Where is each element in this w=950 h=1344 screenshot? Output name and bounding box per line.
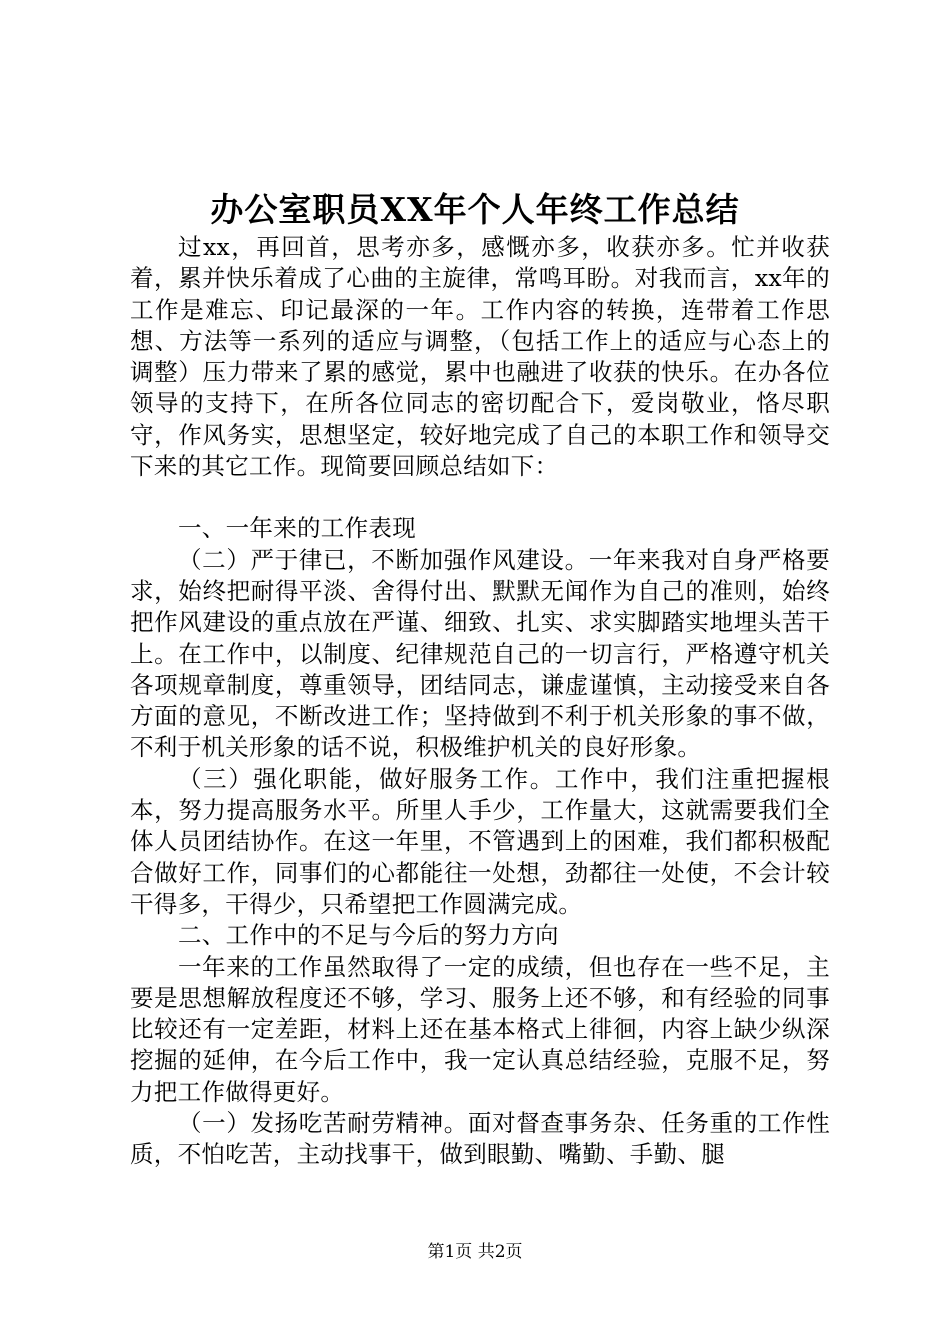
document-body — [130, 232, 830, 1171]
paragraph-intro: 过xx，再回首，思考亦多，感慨亦多，收获亦多。忙并收获着，累并快乐着成了心曲的主旋律，常鸣耳盼。对我而言，xx年的工作是难忘、印记最深的一年。工作内容的转换，连带着工作思想、方法等一系列的适应与调整，（包括工作上的适应与心态上的调整）压力带来了累的感觉，累中也融进了收获的快乐。在办各位领导的支持下，在所各位同志的密切配合下，爱岗敬业，恪尽职守，作风务实，思想坚定，较好地完成了自己的本职工作和领导交下来的其它工作。现简要回顾总结如下： — [130, 233, 830, 481]
section-heading-1: 一、一年来的工作表现 — [178, 514, 416, 543]
document-title: 办公室职员XX年个人年终工作总结 — [210, 190, 740, 229]
page-number: 第1页 共2页 — [427, 1242, 523, 1262]
paragraph-service: （三）强化职能，做好服务工作。工作中，我们注重把握根本，努力提高服务水平。所里人手少，工作量大，这就需要我们全体人员团结协作。在这一年里，不管遇到上的困难，我们都积极配合做好工作，同事们的心都能往一处想，劲都往一处使，不会计较干得多，干得少，只希望把工作圆满完成。 — [130, 764, 830, 918]
paragraph-shortcomings: 一年来的工作虽然取得了一定的成绩，但也存在一些不足，主要是思想解放程度还不够，学习、服务上还不够，和有经验的同事比较还有一定差距，材料上还在基本格式上徘徊，内容上缺少纵深挖掘的延伸，在今后工作中，我一定认真总结经验，克服不足，努力把工作做得更好。 — [130, 952, 830, 1106]
section-heading-2: 二、工作中的不足与今后的努力方向 — [178, 921, 559, 950]
paragraph-hardwork: （一）发扬吃苦耐劳精神。面对督查事务杂、任务重的工作性质，不怕吃苦，主动找事干，做到眼勤、嘴勤、手勤、腿 — [130, 1109, 830, 1169]
paragraph-discipline: （二）严于律已，不断加强作风建设。一年来我对自身严格要求，始终把耐得平淡、舍得付出、默默无闻作为自己的准则，始终把作风建设的重点放在严谨、细致、扎实、求实脚踏实地埋头苦干上。在工作中，以制度、纪律规范自己的一切言行，严格遵守机关各项规章制度，尊重领导，团结同志，谦虚谨慎，主动接受来自各方面的意见，不断改进工作；坚持做到不利于机关形象的事不做，不利于机关形象的话不说，积极维护机关的良好形象。 — [130, 545, 830, 762]
